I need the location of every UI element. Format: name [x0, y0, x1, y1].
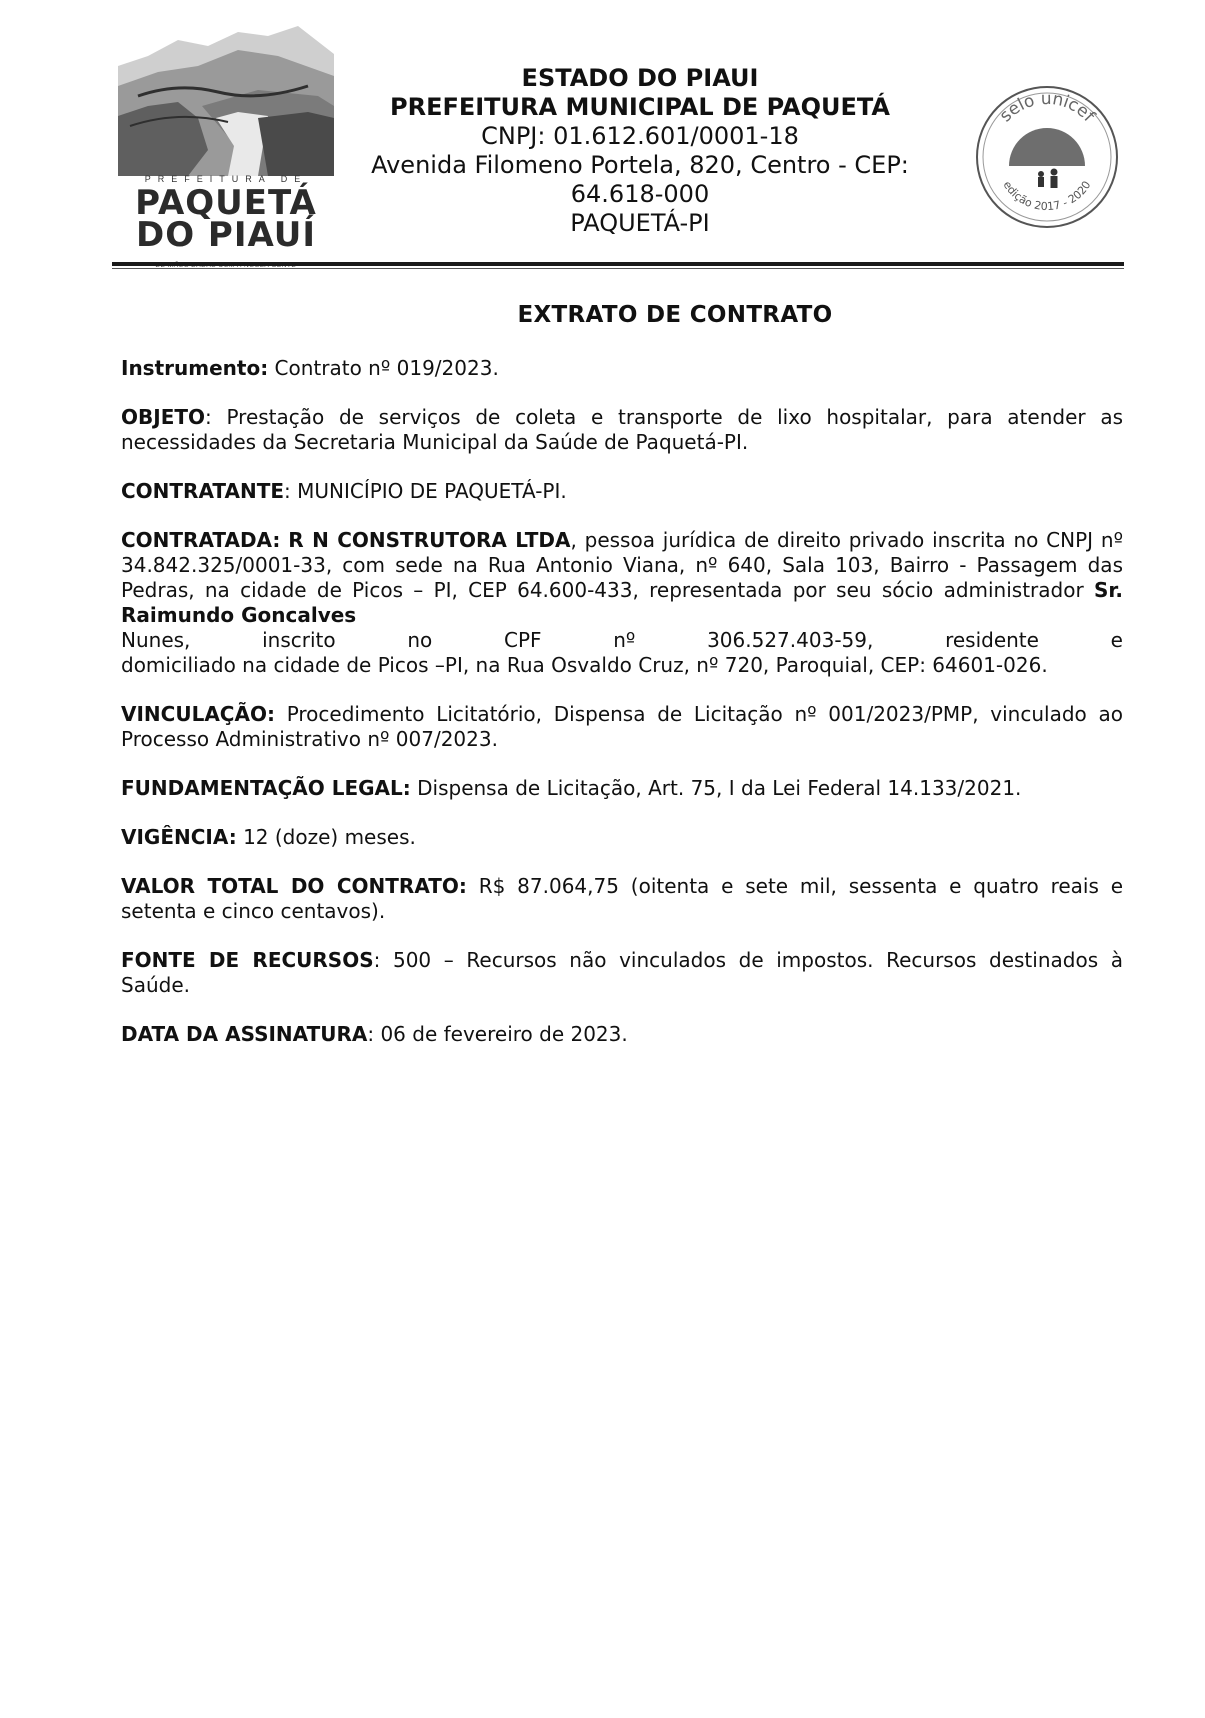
vigencia-text: 12 (doze) meses. — [243, 825, 416, 849]
valor-clause — [121, 874, 1123, 924]
unicef-seal-icon — [972, 82, 1122, 232]
cpf-line — [121, 628, 1123, 653]
logo-name-line2: DO PIAUÍ — [135, 215, 317, 255]
data-text: : 06 de fevereiro de 2023. — [367, 1022, 628, 1046]
logo-name-line1: PAQUETÁ — [135, 183, 317, 223]
unicef-seal — [972, 82, 1122, 232]
letterhead — [0, 0, 1205, 280]
city-line: PAQUETÁ-PI — [570, 209, 710, 237]
vinculacao-label: VINCULAÇÃO: — [121, 702, 275, 726]
vinculacao-text: Procedimento Licitatório, Dispensa de Licitação nº 001/2023/PMP, vinculado ao Processo Administrativo nº 007/2023. — [121, 702, 1123, 751]
vinculacao-clause — [121, 702, 1123, 752]
cpf-word-6: residente — [945, 628, 1039, 652]
objeto-clause — [121, 405, 1123, 455]
objeto-text: : Prestação de serviços de coleta e transporte de lixo hospitalar, para atender as necessidades da Secretaria Municipal da Saúde de Paquetá-PI. — [121, 405, 1123, 454]
representative-name-b: Nunes — [121, 628, 185, 652]
header-rule-thin — [112, 268, 1124, 269]
vigencia-clause — [121, 825, 1123, 850]
objeto-label: OBJETO — [121, 405, 205, 429]
fonte-label: FONTE DE RECURSOS — [121, 948, 374, 972]
contratada-label: CONTRATADA: — [121, 528, 281, 552]
vigencia-label: VIGÊNCIA: — [121, 825, 237, 849]
fundamentacao-clause — [121, 776, 1123, 801]
svg-text:edição 2017 - 2020: edição 2017 - 2020 — [1000, 178, 1094, 214]
instrumento-clause — [121, 356, 1123, 381]
contract-body — [121, 356, 1123, 1047]
contratada-clause — [121, 528, 1123, 678]
cpf-word-5: 306.527.403-59, — [707, 628, 874, 652]
cpf-word-2: no — [407, 628, 433, 652]
paqueta-logo — [118, 26, 334, 258]
valor-label: VALOR TOTAL DO CONTRATO: — [121, 874, 467, 898]
instrumento-label: Instrumento: — [121, 356, 269, 380]
fundamentacao-text: Dispensa de Licitação, Art. 75, I da Lei Federal 14.133/2021. — [417, 776, 1022, 800]
city-hall-name: PREFEITURA MUNICIPAL DE PAQUETÁ — [390, 93, 890, 121]
data-label: DATA DA ASSINATURA — [121, 1022, 368, 1046]
document-title: EXTRATO DE CONTRATO — [517, 302, 833, 328]
cpf-word-3: CPF — [504, 628, 542, 652]
cpf-word-0: , — [184, 628, 191, 652]
contratada-text2: domiciliado na cidade de Picos –PI, na Rua Osvaldo Cruz, nº 720, Paroquial, CEP: 64601-026. — [121, 653, 1048, 677]
contratada-company: R N CONSTRUTORA LTDA — [288, 528, 571, 552]
cpf-word-4: nº — [613, 628, 636, 652]
logo-caption: PREFEITURA DE — [144, 174, 308, 184]
contratada-text1: , pessoa jurídica de direito privado inscrita no CNPJ nº 34.842.325/0001-33, com sede na Rua Antonio Viana, nº 640, Sala 103, Bairro - Passagem das Pedras, na cidade de Picos – PI, CEP 64.600-433, representada por seu sócio administrador — [121, 528, 1123, 602]
svg-text:selo unicef: selo unicef — [995, 88, 1099, 127]
state-name: ESTADO DO PIAUI — [521, 64, 759, 92]
cpf-word-1: inscrito — [262, 628, 336, 652]
cpf-word-7: e — [1110, 628, 1123, 652]
contratante-label: CONTRATANTE — [121, 479, 284, 503]
fundamentacao-label: FUNDAMENTAÇÃO LEGAL: — [121, 776, 411, 800]
instrumento-text: Contrato nº 019/2023. — [274, 356, 499, 380]
contratante-text: : MUNICÍPIO DE PAQUETÁ-PI. — [284, 479, 567, 503]
mountain-emblem-icon — [118, 26, 334, 176]
valor-text: R$ 87.064,75 (oitenta e sete mil, sessenta e quatro reais e setenta e cinco centavos). — [121, 874, 1124, 923]
fonte-text: : 500 – Recursos não vinculados de impostos. Recursos destinados à Saúde. — [121, 948, 1123, 997]
cnpj-line: CNPJ: 01.612.601/0001-18 — [481, 122, 799, 150]
data-clause — [121, 1022, 1123, 1047]
representative-name-a: Sr. Raimundo Goncalves — [121, 578, 1124, 627]
letterhead-text — [330, 64, 950, 238]
header-rule — [112, 262, 1124, 266]
address-line: Avenida Filomeno Portela, 820, Centro - CEP: 64.618-000 — [371, 151, 909, 208]
fonte-clause — [121, 948, 1123, 998]
contratante-clause — [121, 479, 1123, 504]
